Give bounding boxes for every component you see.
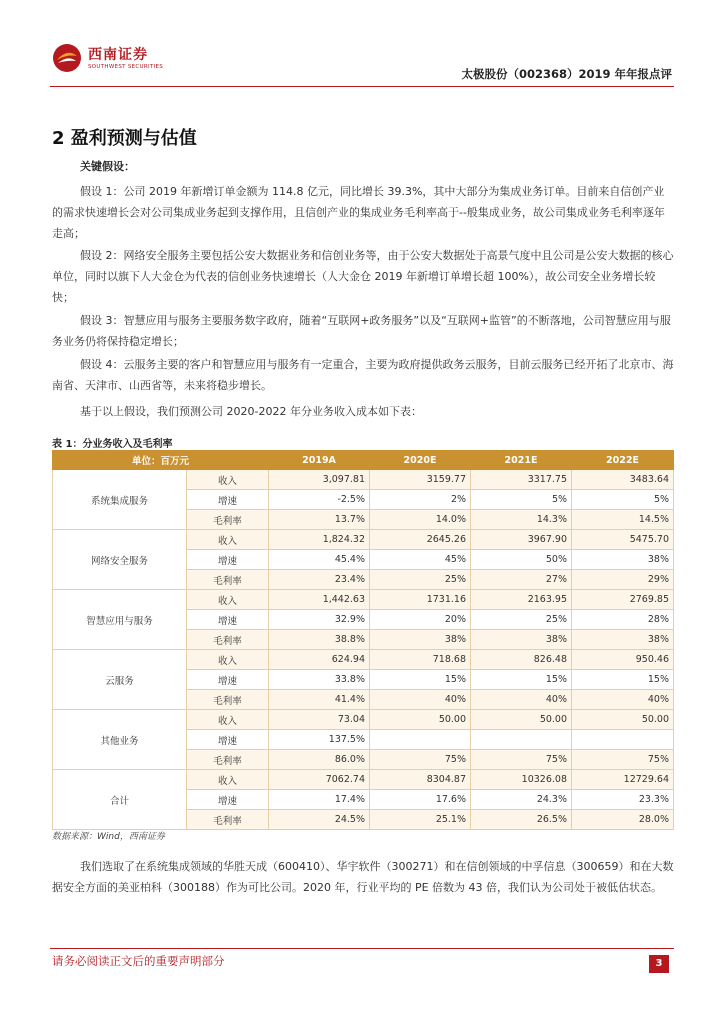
value-cell: 2163.95 <box>471 590 572 610</box>
value-cell: 3967.90 <box>471 530 572 550</box>
company-logo <box>52 41 182 77</box>
data-source-note: 数据来源：Wind，西南证券 <box>52 832 165 842</box>
value-cell: 1,442.63 <box>269 590 370 610</box>
value-cell: 2769.85 <box>572 590 674 610</box>
value-cell: 826.48 <box>471 650 572 670</box>
value-cell: 24.3% <box>471 790 572 810</box>
metric-label-cell: 增速 <box>187 550 269 570</box>
value-cell: 3159.77 <box>370 470 471 490</box>
value-cell: 45.4% <box>269 550 370 570</box>
metric-label-cell: 增速 <box>187 730 269 750</box>
header-unit-cell: 单位：百万元 <box>53 451 269 470</box>
value-cell: 13.7% <box>269 510 370 530</box>
value-cell: 14.0% <box>370 510 471 530</box>
metric-label-cell: 收入 <box>187 470 269 490</box>
value-cell: 8304.87 <box>370 770 471 790</box>
value-cell: 73.04 <box>269 710 370 730</box>
value-cell: 25% <box>370 570 471 590</box>
value-cell: 38% <box>572 630 674 650</box>
value-cell: 7062.74 <box>269 770 370 790</box>
value-cell: 40% <box>572 690 674 710</box>
value-cell: 624.94 <box>269 650 370 670</box>
value-cell: 2645.26 <box>370 530 471 550</box>
header-divider <box>50 86 674 87</box>
assumption-2-paragraph: 假设 2：网络安全服务主要包括公安大数据业务和信创业务等，由于公安大数据处于高景气度中且公司是公安大数据的核心单位，同时以旗下人大金仓为代表的信创业务快速增长（人大金仓 2019 年新增订单增长超 100%），故公司安全业务增长较快； <box>52 249 674 304</box>
value-cell: 50.00 <box>471 710 572 730</box>
value-cell: 1,824.32 <box>269 530 370 550</box>
value-cell: 50.00 <box>370 710 471 730</box>
assumption-1-paragraph: 假设 1：公司 2019 年新增订单金额为 114.8 亿元，同比增长 39.3%，其中大部分为集成业务订单。目前来自信创产业的需求快速增长会对公司集成业务起到支撑作用，且信创产业的集成业务毛利率高于--般集成业务，故公司集成业务毛利率逐年走高； <box>52 185 665 240</box>
value-cell: 28% <box>572 610 674 630</box>
value-cell <box>370 730 471 750</box>
value-cell: 718.68 <box>370 650 471 670</box>
value-cell: 38% <box>370 630 471 650</box>
value-cell: 25% <box>471 610 572 630</box>
metric-label-cell: 增速 <box>187 790 269 810</box>
value-cell: 32.9% <box>269 610 370 630</box>
page-number: 3 <box>649 955 669 973</box>
value-cell: 40% <box>471 690 572 710</box>
value-cell: 10326.08 <box>471 770 572 790</box>
header-year-cell: 2020E <box>370 451 471 470</box>
table-row <box>53 590 674 610</box>
value-cell: 17.4% <box>269 790 370 810</box>
segment-name-cell: 系统集成服务 <box>53 470 187 530</box>
value-cell <box>572 730 674 750</box>
value-cell: 75% <box>471 750 572 770</box>
value-cell: 86.0% <box>269 750 370 770</box>
value-cell: 17.6% <box>370 790 471 810</box>
value-cell: 38.8% <box>269 630 370 650</box>
metric-label-cell: 毛利率 <box>187 630 269 650</box>
report-title: 太极股份（002368）2019 年年报点评 <box>461 67 672 81</box>
value-cell: 3483.64 <box>572 470 674 490</box>
value-cell: 1731.16 <box>370 590 471 610</box>
value-cell: 15% <box>370 670 471 690</box>
value-cell: 23.4% <box>269 570 370 590</box>
value-cell: 45% <box>370 550 471 570</box>
value-cell: 12729.64 <box>572 770 674 790</box>
metric-label-cell: 收入 <box>187 650 269 670</box>
metric-label-cell: 增速 <box>187 490 269 510</box>
value-cell: 20% <box>370 610 471 630</box>
metric-label-cell: 毛利率 <box>187 510 269 530</box>
header-year-cell: 2021E <box>471 451 572 470</box>
metric-label-cell: 毛利率 <box>187 570 269 590</box>
assumption-4-paragraph: 假设 4：云服务主要的客户和智慧应用与服务有一定重合，主要为政府提供政务云服务，目前云服务已经开拓了北京市、海南省、天津市、山西省等，未来将稳步增长。 <box>52 358 674 392</box>
value-cell: 40% <box>370 690 471 710</box>
value-cell: 29% <box>572 570 674 590</box>
assumption-3-paragraph: 假设 3：智慧应用与服务主要服务数字政府，随着“互联网+政务服务”以及“互联网+监管”的不断落地，公司智慧应用与服务业务仍将保持稳定增长； <box>52 314 671 348</box>
metric-label-cell: 毛利率 <box>187 750 269 770</box>
value-cell: 25.1% <box>370 810 471 830</box>
table-row <box>53 470 674 490</box>
table-caption: 表 1：分业务收入及毛利率 <box>52 439 173 450</box>
value-cell: 137.5% <box>269 730 370 750</box>
table-body <box>53 470 674 830</box>
table-row <box>53 710 674 730</box>
segment-name-cell: 合计 <box>53 770 187 830</box>
segment-name-cell: 智慧应用与服务 <box>53 590 187 650</box>
header-year-cell: 2022E <box>572 451 674 470</box>
value-cell: 24.5% <box>269 810 370 830</box>
value-cell: 50% <box>471 550 572 570</box>
logo-chinese-name: 西南证券 <box>88 47 148 63</box>
value-cell: 3,097.81 <box>269 470 370 490</box>
value-cell: 23.3% <box>572 790 674 810</box>
table-header-row <box>53 451 674 470</box>
value-cell <box>471 730 572 750</box>
value-cell: 27% <box>471 570 572 590</box>
value-cell: 50.00 <box>572 710 674 730</box>
header-year-cell: 2019A <box>269 451 370 470</box>
value-cell: 5475.70 <box>572 530 674 550</box>
value-cell: 28.0% <box>572 810 674 830</box>
value-cell: 5% <box>471 490 572 510</box>
value-cell: 38% <box>572 550 674 570</box>
value-cell: 75% <box>370 750 471 770</box>
value-cell: 3317.75 <box>471 470 572 490</box>
value-cell: 2% <box>370 490 471 510</box>
value-cell: 5% <box>572 490 674 510</box>
footer-disclaimer: 请务必阅读正文后的重要声明部分 <box>52 954 225 968</box>
value-cell: 15% <box>572 670 674 690</box>
logo-emblem-icon <box>52 43 82 73</box>
value-cell: 75% <box>572 750 674 770</box>
metric-label-cell: 毛利率 <box>187 690 269 710</box>
segment-name-cell: 其他业务 <box>53 710 187 770</box>
metric-label-cell: 毛利率 <box>187 810 269 830</box>
value-cell: 41.4% <box>269 690 370 710</box>
metric-label-cell: 收入 <box>187 530 269 550</box>
value-cell: 26.5% <box>471 810 572 830</box>
table-row <box>53 770 674 790</box>
key-assumptions-heading: 关键假设： <box>80 160 135 173</box>
value-cell: 950.46 <box>572 650 674 670</box>
segment-name-cell: 云服务 <box>53 650 187 710</box>
segment-forecast-table <box>52 450 674 830</box>
value-cell: 33.8% <box>269 670 370 690</box>
metric-label-cell: 收入 <box>187 710 269 730</box>
value-cell: 38% <box>471 630 572 650</box>
table-row <box>53 530 674 550</box>
segment-name-cell: 网络安全服务 <box>53 530 187 590</box>
value-cell: 15% <box>471 670 572 690</box>
table-row <box>53 650 674 670</box>
forecast-intro-paragraph: 基于以上假设，我们预测公司 2020-2022 年分业务收入成本如下表： <box>80 405 422 418</box>
value-cell: -2.5% <box>269 490 370 510</box>
comparable-companies-paragraph: 我们选取了在系统集成领域的华胜天成（600410）、华宇软件（300271）和在信创领域的中孚信息（300659）和在大数据安全方面的美亚柏科（300188）作为可比公司。2020 年，行业平均的 PE 倍数为 43 倍，我们认为公司处于被低估状态。 <box>52 860 674 894</box>
logo-english-name: SOUTHWEST SECURITIES <box>88 64 164 70</box>
metric-label-cell: 收入 <box>187 770 269 790</box>
value-cell: 14.3% <box>471 510 572 530</box>
section-title: 2 盈利预测与估值 <box>52 128 197 149</box>
metric-label-cell: 增速 <box>187 610 269 630</box>
metric-label-cell: 增速 <box>187 670 269 690</box>
footer-divider <box>50 948 674 949</box>
value-cell: 14.5% <box>572 510 674 530</box>
metric-label-cell: 收入 <box>187 590 269 610</box>
